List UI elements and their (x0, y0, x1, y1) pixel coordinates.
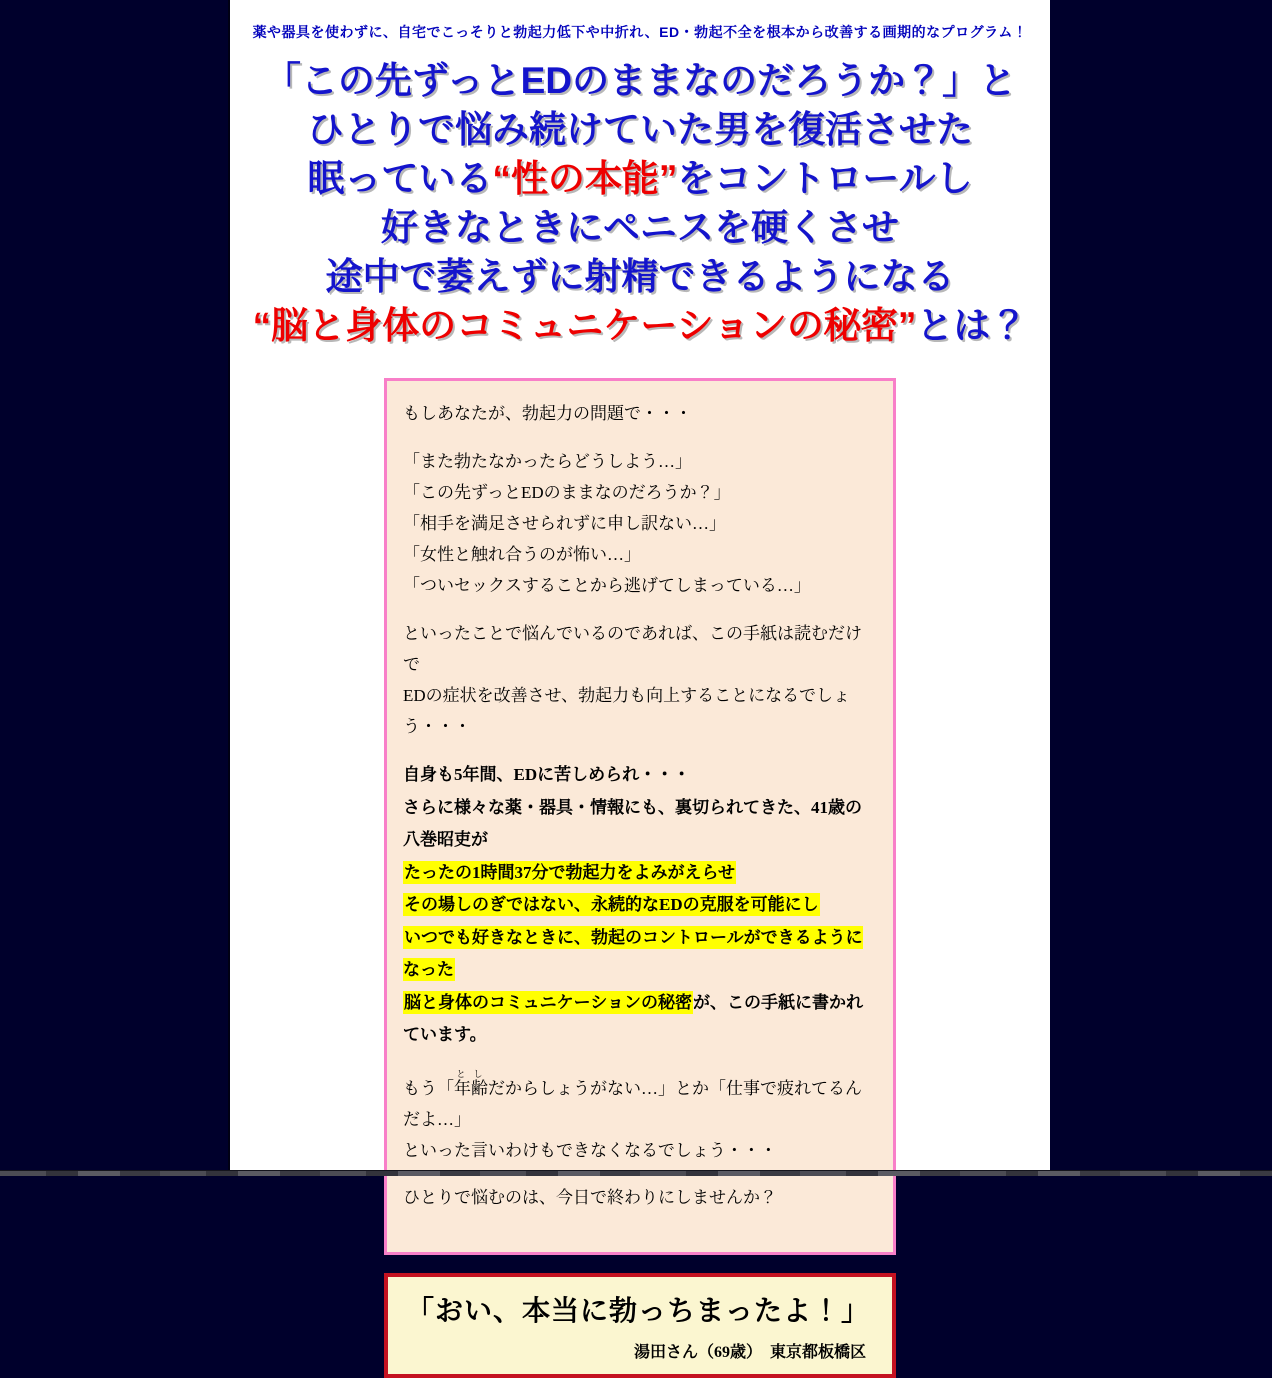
ruby-furigana: とし (454, 1068, 488, 1079)
letter-intro: もしあなたが、勃起力の問題で・・・ (403, 404, 692, 423)
tagline: 薬や器具を使わずに、自宅でこっそりと勃起力低下や中折れ、ED・勃起不全を根本から改善する画期的なプログラム！ (252, 24, 1028, 40)
ruby-base: 年齢 (454, 1078, 488, 1098)
testimonial-attribution: 湯田さん（69歳） 東京都板橋区 (633, 1343, 866, 1361)
letter-excuses-line-2: といった言いわけもできなくなるでしょう・・・ (403, 1140, 777, 1160)
letter-quote-5: 「ついセックスすることから逃げてしまっている…」 (403, 576, 811, 595)
letter-highlight-line-1 (403, 857, 877, 890)
letter-closing: ひとりで悩むのは、今日で終わりにしませんか？ (403, 1187, 777, 1207)
excuse-post: だからしょうがない…」とか「仕事で疲れてるんだよ…」 (403, 1078, 862, 1129)
letter-highlight-line-4 (403, 987, 877, 1052)
highlight-line-4-tail: が、この手紙に書かれています。 (403, 992, 863, 1044)
bottom-cutoff-strip (0, 1170, 1272, 1176)
letter-promise-line-1: といったことで悩んでいるのであれば、この手紙は読むだけで (403, 624, 862, 674)
letter-quote-2: 「この先ずっとEDのままなのだろうか？」 (403, 483, 731, 502)
headline-line-4: 好きなときにペニスを硬くさせ (381, 207, 899, 248)
letter-quote-1: 「また勃たなかったらどうしよう…」 (403, 452, 692, 471)
letter-excuses-line-1 (403, 1069, 877, 1135)
letter-excuses (403, 1069, 877, 1166)
ruby-annotation (454, 1068, 488, 1098)
letter-quote-4: 「女性と触れ合うのが怖い…」 (403, 545, 641, 564)
excuse-pre: もう「 (403, 1078, 454, 1098)
headline-red-emphasis-1: “性の本能” (492, 158, 678, 199)
letter-promise (403, 618, 877, 742)
letter-story-line-1: 自身も5年間、EDに苦しめられ・・・ (403, 765, 691, 784)
headline-red-emphasis-2: “脳と身体のコミュニケーションの秘密” (252, 305, 917, 346)
letter-box (384, 378, 896, 1255)
letter-promise-line-2: EDの症状を改善させ、勃起力も向上することになるでしょう・・・ (403, 686, 850, 736)
headline-line-6-post: とは？ (916, 305, 1028, 346)
letter-highlight-line-2 (403, 889, 877, 922)
letter-quote-3: 「相手を満足させられずに申し訳ない…」 (403, 514, 726, 533)
letter-quote-list (403, 446, 877, 601)
headline-line-3 (230, 154, 1050, 203)
highlight-text-1: たったの1時間37分で勃起力をよみがえらせ (404, 862, 735, 882)
letter-story-line-2: さらに様々な薬・器具・情報にも、裏切られてきた、41歳の八巻昭吏が (403, 797, 862, 849)
highlight-text-3: いつでも好きなときに、勃起のコントロールができるようになった (403, 927, 863, 979)
headline (230, 56, 1050, 350)
testimonial-box (384, 1273, 896, 1378)
headline-line-1: 「この先ずっとEDのままなのだろうか？」と (263, 60, 1017, 101)
content-area (228, 0, 1050, 1361)
headline-line-6 (230, 301, 1050, 350)
highlight-text-2: その場しのぎではない、永続的なEDの克服を可能にし (404, 895, 819, 914)
letter-highlight-line-3 (403, 922, 877, 987)
headline-line-3-pre: 眠っている (307, 158, 493, 199)
letter-story (403, 759, 877, 1052)
testimonial-quote: 「おい、本当に勃っちまったよ！」 (406, 1295, 871, 1327)
headline-line-5: 途中で萎えずに射精できるようになる (325, 256, 955, 297)
highlight-text-4: 脳と身体のコミュニケーションの秘密 (404, 992, 692, 1012)
headline-line-2: ひとりで悩み続けていた男を復活させた (307, 109, 973, 150)
headline-line-3-post: をコントロールし (677, 158, 973, 199)
